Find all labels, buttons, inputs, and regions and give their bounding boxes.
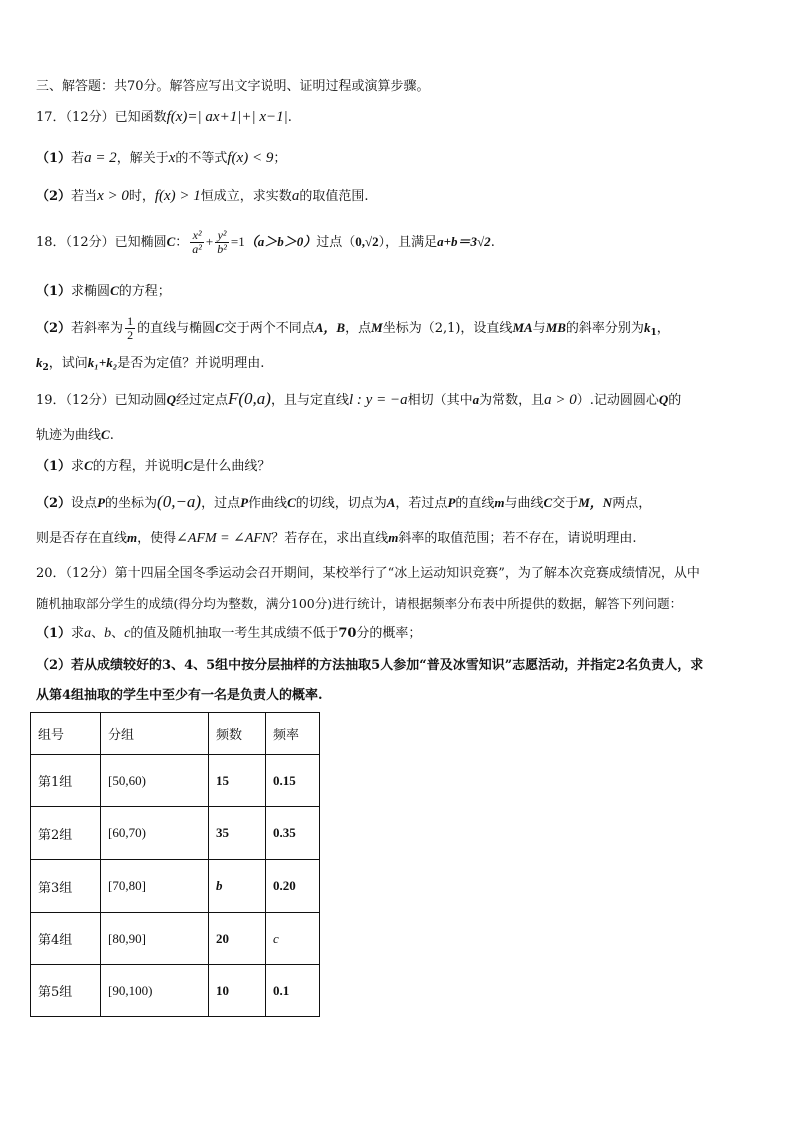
q19-part2 bbox=[36, 488, 651, 518]
q20-part2-cont bbox=[36, 685, 323, 707]
text: 斜率的取值范围；若不存在，请说明理由. bbox=[398, 531, 637, 546]
text: 求 bbox=[71, 459, 85, 474]
text: 是否为定值？并说明理由. bbox=[117, 356, 265, 371]
text: 的方程，并说明 bbox=[92, 459, 184, 474]
q20-stem bbox=[36, 563, 700, 585]
var: A bbox=[386, 495, 396, 510]
label: （2） bbox=[36, 496, 72, 511]
num: x² bbox=[190, 229, 204, 243]
table-cell-count: 20 bbox=[209, 913, 266, 965]
frequency-table bbox=[30, 712, 320, 1017]
var: C bbox=[287, 495, 296, 510]
q19-part2-cont bbox=[36, 527, 637, 550]
table-cell-freq: 0.15 bbox=[266, 755, 320, 807]
table-cell-group: 第1组 bbox=[31, 755, 101, 807]
q17-part1-label: （1） bbox=[36, 151, 72, 166]
text: （2）若从成绩较好的3、4、5组中按分层抽样的方法抽取5人参加“普及冰雪知识”志愿活动，并指定2名负责人，求 bbox=[36, 658, 704, 673]
q17-points: （12分） bbox=[65, 110, 115, 125]
den: b² bbox=[217, 242, 227, 256]
q19-angle-equation: ∠AFM = ∠AFN bbox=[176, 531, 272, 546]
num: 70 bbox=[338, 626, 357, 641]
table-row bbox=[31, 860, 320, 913]
text: 若 bbox=[71, 151, 85, 166]
var: M，N bbox=[578, 495, 613, 510]
text: 时， bbox=[128, 189, 155, 204]
text: ， bbox=[656, 321, 670, 336]
var: x bbox=[168, 150, 176, 166]
text: 轨迹为曲线 bbox=[36, 428, 102, 443]
q20-part1 bbox=[36, 623, 421, 645]
text: 的值及随机抽取一考生其成绩不低于 bbox=[130, 626, 339, 641]
sub: 2 bbox=[42, 363, 49, 373]
var: C bbox=[183, 458, 193, 473]
q19-p-coordinate: (0,−a) bbox=[157, 492, 202, 511]
q17-part1 bbox=[36, 147, 286, 170]
table-cell-count: 15 bbox=[209, 755, 266, 807]
text: 则是否存在直线 bbox=[36, 531, 128, 546]
text: . bbox=[109, 428, 114, 443]
var: m bbox=[388, 530, 399, 545]
text: 已知椭圆 bbox=[114, 235, 167, 250]
q18-part2-cont bbox=[36, 352, 264, 379]
var: MB bbox=[545, 320, 566, 335]
q18-slope-fraction bbox=[125, 315, 135, 342]
text: 过点（ bbox=[316, 235, 356, 250]
table-cell-count: 35 bbox=[209, 807, 266, 860]
var: C bbox=[110, 283, 119, 298]
text: . bbox=[490, 235, 495, 250]
text: ； bbox=[273, 151, 287, 166]
q19-number: 19． bbox=[36, 393, 66, 408]
q17-stem bbox=[36, 106, 292, 129]
var: k bbox=[643, 320, 651, 335]
table-cell-freq: c bbox=[266, 913, 320, 965]
q18-part1 bbox=[36, 280, 171, 303]
table-cell-interval: [60,70) bbox=[101, 807, 209, 860]
table-header-row bbox=[31, 713, 320, 755]
text: 作曲线 bbox=[248, 496, 288, 511]
q18-stem bbox=[36, 222, 495, 263]
table-cell-freq: 0.35 bbox=[266, 807, 320, 860]
var: MA bbox=[512, 320, 533, 335]
q20-stem-cont bbox=[36, 593, 682, 615]
q18-part2 bbox=[36, 310, 670, 351]
text: 的坐标为 bbox=[105, 496, 158, 511]
q17-part2 bbox=[36, 185, 368, 208]
table-row bbox=[31, 965, 320, 1017]
var: P bbox=[97, 495, 106, 510]
table-cell-interval: [80,90] bbox=[101, 913, 209, 965]
text: 的不等式 bbox=[175, 151, 228, 166]
text: 恒成立，求实数 bbox=[200, 189, 292, 204]
text: 、 bbox=[111, 626, 125, 641]
text: 为常数，且 bbox=[479, 393, 545, 408]
table-cell-interval: [70,80] bbox=[101, 860, 209, 913]
table-cell-group: 第5组 bbox=[31, 965, 101, 1017]
condition: （a＞b＞0） bbox=[244, 234, 317, 249]
label: （2） bbox=[36, 321, 72, 336]
q17-part1-condition: a = 2 bbox=[84, 150, 117, 166]
label: （1） bbox=[36, 284, 72, 299]
text: 是什么曲线？ bbox=[192, 459, 271, 474]
text: 若斜率为 bbox=[71, 321, 124, 336]
table-cell-group: 第3组 bbox=[31, 860, 101, 913]
q17-part1-inequality: f(x) < 9 bbox=[227, 150, 274, 166]
q19-part1 bbox=[36, 455, 270, 478]
var: C bbox=[166, 234, 176, 249]
text: 随机抽取部分学生的成绩(得分均为整数，满分100分)进行统计，请根据频率分布表中所提供的数据，解答下列问题： bbox=[36, 596, 683, 611]
q20-number: 20． bbox=[36, 566, 66, 581]
table-cell-count: 10 bbox=[209, 965, 266, 1017]
var: m bbox=[127, 530, 138, 545]
var: b bbox=[104, 626, 112, 641]
var: k₁+k₂ bbox=[87, 355, 118, 370]
num: y² bbox=[215, 229, 229, 243]
text: 求椭圆 bbox=[71, 284, 111, 299]
var: a bbox=[84, 626, 92, 641]
text: 两点， bbox=[612, 496, 652, 511]
text: 已知动圆 bbox=[114, 393, 167, 408]
q20-points: （12分） bbox=[65, 566, 115, 581]
table-header: 频数 bbox=[209, 713, 266, 755]
q19-points: （12分） bbox=[65, 393, 115, 408]
q17-stem-end: . bbox=[287, 110, 292, 125]
var: Q bbox=[166, 392, 176, 407]
num: 1 bbox=[127, 314, 134, 328]
text: ： bbox=[175, 235, 189, 250]
label: （1） bbox=[36, 626, 72, 641]
table-cell-group: 第4组 bbox=[31, 913, 101, 965]
q17-stem-text: 已知函数 bbox=[114, 110, 167, 125]
table-header: 组号 bbox=[31, 713, 101, 755]
label: （1） bbox=[36, 459, 72, 474]
var: M bbox=[371, 320, 383, 335]
q18-fraction-y bbox=[215, 229, 229, 256]
section-heading-text: 三、解答题：共70分。解答应写出文字说明、证明过程或演算步骤。 bbox=[36, 79, 430, 94]
q17-number: 17． bbox=[36, 110, 66, 125]
var: Q bbox=[658, 392, 669, 407]
table-cell-interval: [50,60) bbox=[101, 755, 209, 807]
text: ，且与定直线 bbox=[270, 393, 349, 408]
table-cell-group: 第2组 bbox=[31, 807, 101, 860]
q19-fixed-point: F(0,a) bbox=[228, 389, 271, 408]
q17-function: f(x)=| ax+1|+| x−1| bbox=[166, 109, 288, 125]
text: 与曲线 bbox=[504, 496, 544, 511]
text: ，点 bbox=[345, 321, 372, 336]
text: 经过定点 bbox=[176, 393, 229, 408]
op: =1 bbox=[230, 234, 245, 249]
var: k bbox=[36, 355, 43, 370]
q17-part2-label: （2） bbox=[36, 189, 72, 204]
section-heading bbox=[36, 76, 430, 98]
math: f(x) > 1 bbox=[154, 188, 201, 204]
var: C bbox=[215, 320, 224, 335]
text: 坐标为（2,1)，设直线 bbox=[382, 321, 513, 336]
text: ？若存在，求出直线 bbox=[271, 531, 389, 546]
text: 的取值范围. bbox=[299, 189, 369, 204]
q19-line-l: l : y = −a bbox=[349, 392, 408, 408]
text: 从第4组抽取的学生中至少有一名是负责人的概率. bbox=[36, 688, 323, 703]
op: + bbox=[205, 234, 214, 249]
q18-number: 18． bbox=[36, 235, 66, 250]
var: a bbox=[291, 188, 300, 204]
text: ，若过点 bbox=[395, 496, 448, 511]
q18-points: （12分） bbox=[65, 235, 115, 250]
text: 求 bbox=[71, 626, 85, 641]
den: 2 bbox=[127, 328, 134, 342]
text: ，过点 bbox=[201, 496, 241, 511]
den: a² bbox=[192, 242, 202, 256]
table-cell-count: b bbox=[209, 860, 266, 913]
text: 交于 bbox=[552, 496, 579, 511]
var: A，B bbox=[314, 320, 346, 335]
q19-stem-cont bbox=[36, 424, 114, 447]
text: 第十四届全国冬季运动会召开期间，某校举行了“冰上运动知识竞赛”，为了解本次竞赛成绩情况，从中 bbox=[114, 566, 700, 581]
text: ，试问 bbox=[48, 356, 88, 371]
q18-point: 0,√2 bbox=[355, 234, 379, 249]
text: 的 bbox=[668, 393, 682, 408]
table-header: 频率 bbox=[266, 713, 320, 755]
table-cell-freq: 0.20 bbox=[266, 860, 320, 913]
text: ，使得 bbox=[137, 531, 177, 546]
text: ），且满足 bbox=[378, 235, 438, 250]
var: P bbox=[447, 495, 456, 510]
text: 、 bbox=[91, 626, 105, 641]
text: 分的概率； bbox=[356, 626, 422, 641]
var: a bbox=[472, 392, 480, 407]
var: P bbox=[240, 495, 249, 510]
var: C bbox=[84, 458, 93, 473]
table-row bbox=[31, 913, 320, 965]
var: m bbox=[494, 495, 505, 510]
q18-fraction-x bbox=[190, 229, 204, 256]
var: c bbox=[124, 626, 131, 641]
table-header: 分组 bbox=[101, 713, 209, 755]
text: 的方程； bbox=[118, 284, 171, 299]
q19-stem bbox=[36, 386, 681, 414]
table-cell-interval: [90,100) bbox=[101, 965, 209, 1017]
text: ）.记动圆圆心 bbox=[576, 393, 659, 408]
text: 的直线与椭圆 bbox=[137, 321, 216, 336]
var: C bbox=[101, 427, 110, 442]
text: 的切线，切点为 bbox=[295, 496, 387, 511]
text: 的直线 bbox=[455, 496, 495, 511]
q20-part2 bbox=[36, 655, 703, 677]
table-row bbox=[31, 755, 320, 807]
text: 与 bbox=[532, 321, 546, 336]
text: 相切（其中 bbox=[407, 393, 473, 408]
text: ，解关于 bbox=[116, 151, 169, 166]
text: 设点 bbox=[71, 496, 98, 511]
table-row bbox=[31, 807, 320, 860]
sub: 1 bbox=[650, 328, 657, 338]
text: 交于两个不同点 bbox=[223, 321, 315, 336]
q18-sum-condition: a+b＝3√2 bbox=[437, 234, 491, 249]
math: a > 0 bbox=[544, 392, 577, 408]
text: 若当 bbox=[71, 189, 98, 204]
math: x > 0 bbox=[97, 188, 129, 204]
table-cell-freq: 0.1 bbox=[266, 965, 320, 1017]
text: 的斜率分别为 bbox=[565, 321, 644, 336]
var: C bbox=[543, 495, 553, 510]
